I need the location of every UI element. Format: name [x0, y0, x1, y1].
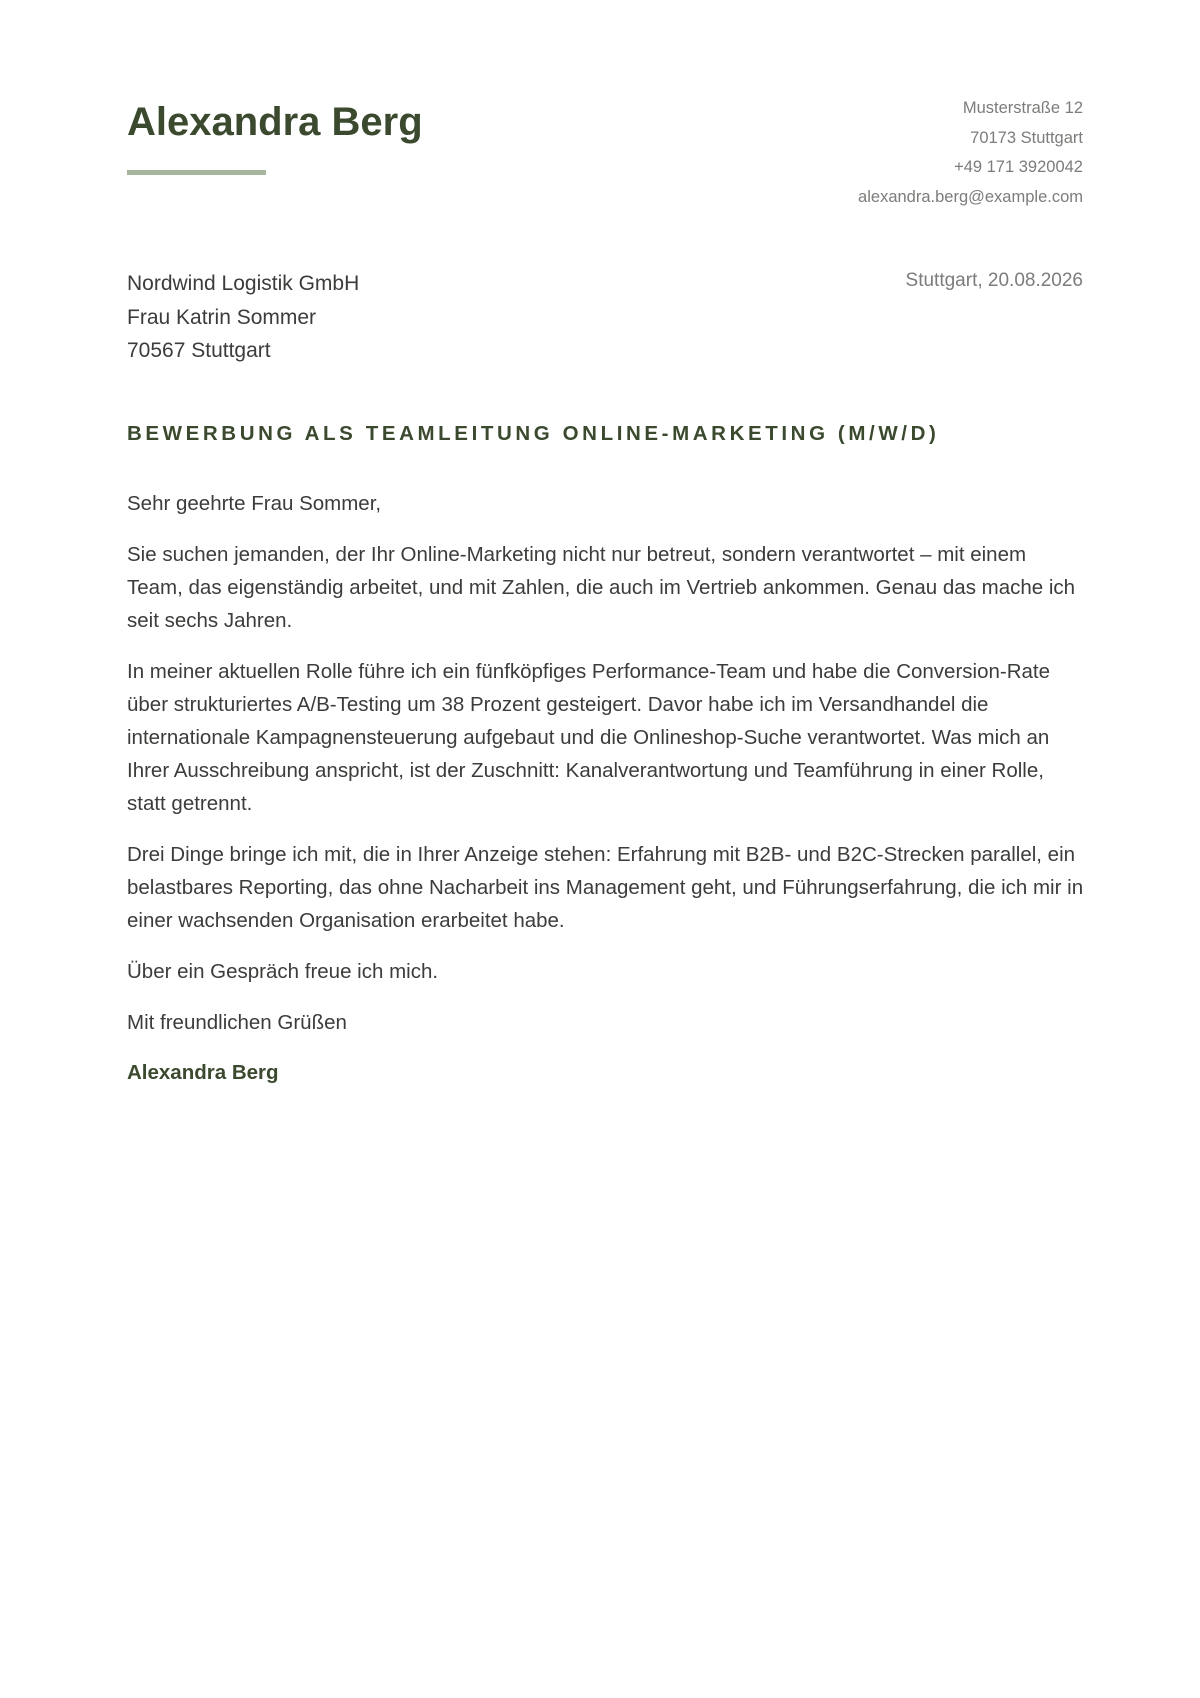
sender-street: Musterstraße 12: [962, 99, 1083, 117]
recipient-company: Nordwind Logistik GmbH: [127, 272, 360, 295]
sender-contact-block: [858, 94, 1083, 212]
body-paragraph: Über ein Gespräch freue ich mich.: [127, 960, 439, 983]
sender-phone: +49 171 3920042: [954, 158, 1083, 176]
recipient-address-block: [127, 267, 359, 368]
closing: Mit freundlichen Grüßen: [127, 1011, 347, 1034]
sender-email: alexandra.berg@example.com: [858, 187, 1083, 206]
letter-subject: BEWERBUNG ALS TEAMLEITUNG ONLINE-MARKETING (M/W/D): [127, 422, 940, 445]
sender-city: 70173 Stuttgart: [970, 128, 1083, 147]
recipient-city: 70567 Stuttgart: [127, 339, 271, 362]
body-paragraph: In meiner aktuellen Rolle führe ich ein fünfköpfiges Performance-Team und habe die Conversion-Rate über strukturiertes A/B-Testing um 38 Prozent gesteigert. Davor habe ich im Versandhandel die internationale Kampagnensteuerung aufgebaut und die Onlineshop-Suche verantwortet. Was mich an Ihrer Ausschreibung anspricht, ist der Zuschnitt: Kanalverantwortung und Teamführung in einer Rolle, statt getrennt.: [127, 660, 1051, 815]
recipient-person: Frau Katrin Sommer: [127, 305, 317, 329]
signature-name: Alexandra Berg: [127, 1061, 279, 1084]
body-paragraph: Drei Dinge bringe ich mit, die in Ihrer Anzeige stehen: Erfahrung mit B2B- und B2C-Strecken parallel, ein belastbares Reporting, das ohne Nacharbeit ins Management geht, und Führungserfahrung, die ich mir in einer wachsenden Organisation erarbeitet habe.: [127, 843, 1084, 932]
letter-body: [127, 487, 1087, 1107]
sender-name: Alexandra Berg: [127, 100, 423, 144]
body-paragraph: Sie suchen jemanden, der Ihr Online-Marketing nicht nur betreut, sondern verantwortet – mit einem Team, das eigenständig arbeitet, und mit Zahlen, die auch im Vertrieb ankommen. Genau das mache ich seit sechs Jahren.: [127, 543, 1076, 632]
name-underline-rule: [127, 170, 266, 175]
letter-date: Stuttgart, 20.08.2026: [905, 270, 1083, 291]
salutation: Sehr geehrte Frau Sommer,: [127, 492, 382, 515]
